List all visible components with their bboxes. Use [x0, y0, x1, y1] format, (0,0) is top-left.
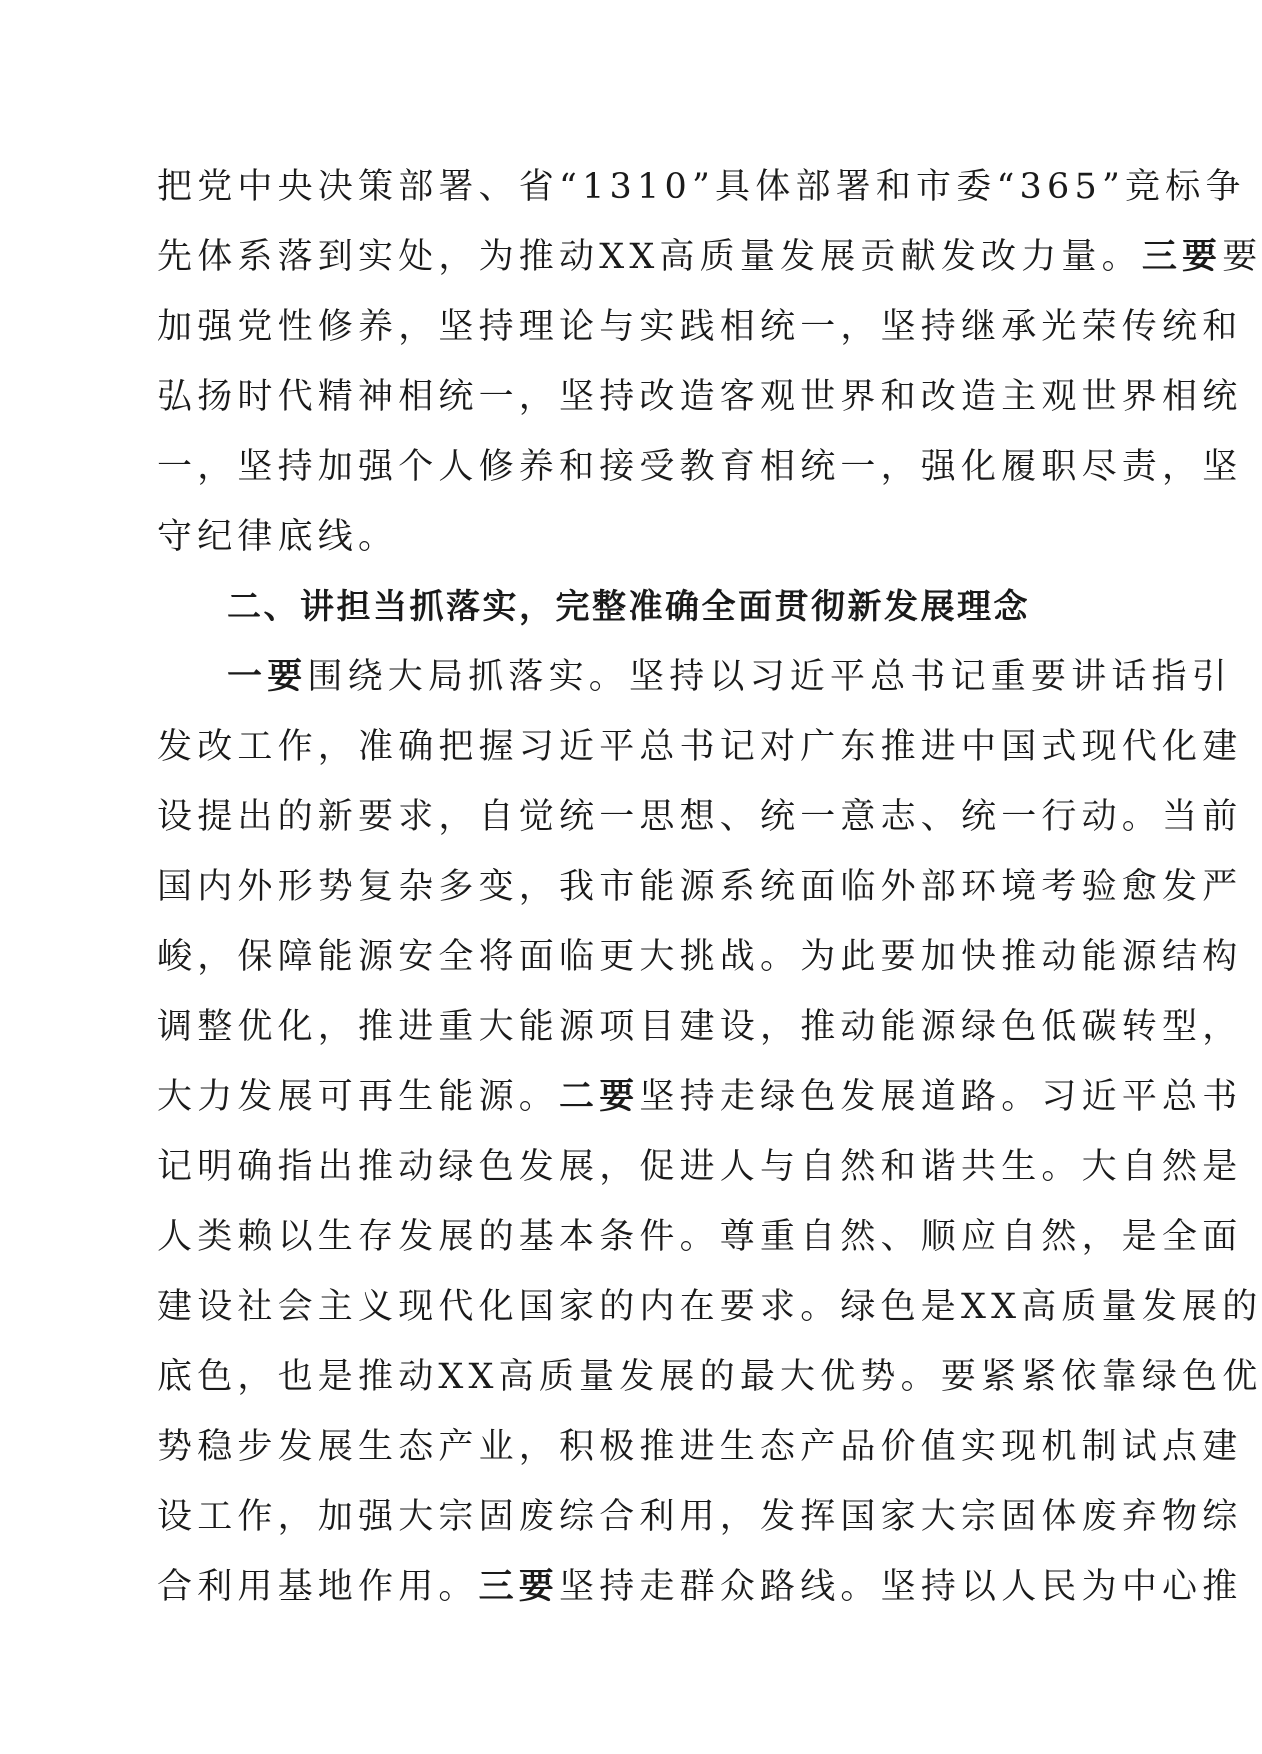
paragraph-line: 把党中央决策部署、省“1310”具体部署和市委“365”竞标争	[157, 167, 1246, 207]
paragraph-line: 人类赖以生存发展的基本条件。尊重自然、顺应自然，是全面	[157, 1217, 1243, 1257]
paragraph-line: 国内外形势复杂多变，我市能源系统面临外部环境考验愈发严	[157, 867, 1243, 907]
paragraph-line: 加强党性修养，坚持理论与实践相统一，坚持继承光荣传统和	[157, 307, 1243, 347]
paragraph-line: 调整优化，推进重大能源项目建设，推动能源绿色低碳转型，	[157, 1007, 1243, 1047]
bold-keyword: 三要	[478, 1567, 560, 1607]
paragraph-line: 峻，保障能源安全将面临更大挑战。为此要加快推动能源结构	[157, 937, 1243, 977]
paragraph-line: 发改工作，准确把握习近平总书记对广东推进中国式现代化建	[157, 727, 1243, 767]
paragraph-line: 守纪律底线。	[157, 517, 399, 557]
paragraph-line	[157, 1062, 1243, 1132]
paragraph-line	[227, 642, 1233, 712]
paragraph-line: 底色，也是推动XX高质量发展的最大优势。要紧紧依靠绿色优	[157, 1357, 1262, 1397]
paragraph-line: 设工作，加强大宗固废综合利用，发挥国家大宗固体废弃物综	[157, 1497, 1243, 1537]
text-run: 围绕大局抓落实。坚持以习近平总书记重要讲话指引	[307, 657, 1233, 697]
paragraph-line: 建设社会主义现代化国家的内在要求。绿色是XX高质量发展的	[157, 1287, 1262, 1327]
paragraph-line: 弘扬时代精神相统一，坚持改造客观世界和改造主观世界相统	[157, 377, 1243, 417]
text-run: 先体系落到实处，为推动XX高质量发展贡献发改力量。	[157, 237, 1142, 277]
text-run: 要	[1222, 237, 1262, 277]
paragraph-line: 设提出的新要求，自觉统一思想、统一意志、统一行动。当前	[157, 797, 1243, 837]
paragraph-line	[157, 1552, 1243, 1622]
text-run: 大力发展可再生能源。	[157, 1077, 560, 1117]
text-run: 坚持走群众路线。坚持以人民为中心推	[559, 1567, 1243, 1607]
section-heading: 二、讲担当抓落实，完整准确全面贯彻新发展理念	[227, 587, 1030, 627]
paragraph-line: 记明确指出推动绿色发展，促进人与自然和谐共生。大自然是	[157, 1147, 1243, 1187]
paragraph-line: 一，坚持加强个人修养和接受教育相统一，强化履职尽责，坚	[157, 447, 1243, 487]
text-run: 坚持走绿色发展道路。习近平总书	[639, 1077, 1243, 1117]
paragraph-line: 势稳步发展生态产业，积极推进生态产品价值实现机制试点建	[157, 1427, 1243, 1467]
paragraph-line	[157, 222, 1262, 292]
bold-keyword: 二要	[559, 1077, 640, 1117]
bold-keyword: 三要	[1141, 237, 1223, 277]
text-run: 合利用基地作用。	[157, 1567, 479, 1607]
bold-keyword: 一要	[227, 657, 308, 697]
